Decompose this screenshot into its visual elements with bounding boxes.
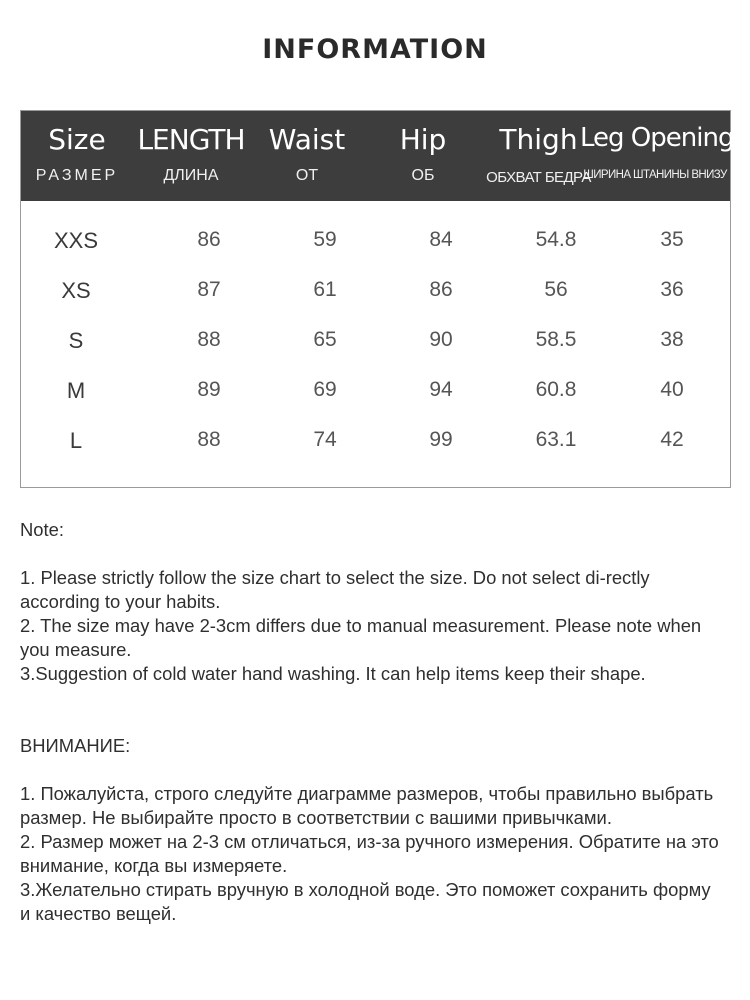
table-row [21,378,730,428]
cell-thigh: 58.5 [535,328,577,351]
cell-length: 86 [197,228,221,251]
page-title: INFORMATION [262,34,488,65]
cell-length: 89 [197,378,221,401]
cell-thigh: 60.8 [535,378,577,401]
cell-leg-opening: 36 [660,278,684,301]
cell-length: 88 [197,428,221,451]
cell-waist: 74 [313,428,337,451]
header-size [21,111,133,201]
cell-hip: 84 [429,228,453,251]
table-row [21,278,730,328]
note-item-ru-1: 1. Пожалуйста, строго следуйте диаграмме размеров, чтобы правильно выбрать размер. Не выбирайте просто в соответствии с вашими привычками. [20,783,714,828]
cell-size: XXS [53,228,99,253]
header-length-ru: ДЛИНА [163,167,219,184]
cell-waist: 69 [313,378,337,401]
cell-length: 87 [197,278,221,301]
cell-waist: 59 [313,228,337,251]
cell-hip: 90 [429,328,453,351]
cell-thigh: 56 [544,278,568,301]
cell-size: S [68,328,84,353]
header-hip [365,111,481,201]
note-item-ru-3: 3.Желательно стирать вручную в холодной воде. Это поможет сохранить форму и качество вещей. [20,879,711,924]
header-length-en: LENGTH [137,123,245,156]
cell-size: M [66,378,86,403]
notes-section [20,518,720,926]
header-size-ru: РАЗМЕР [35,167,119,184]
header-waist-ru: ОТ [295,167,319,184]
cell-leg-opening: 38 [660,328,684,351]
header-length [133,111,249,201]
header-hip-en: Hip [399,123,447,156]
note-item-en-2: 2. The size may have 2-3cm differs due to manual measurement. Please note when you measure. [20,615,702,660]
note-item-en-1: 1. Please strictly follow the size chart to select the size. Do not select di-rectly according to your habits. [20,567,650,612]
cell-leg-opening: 40 [660,378,684,401]
header-thigh-en: Thigh [499,123,578,156]
table-row [21,228,730,278]
size-chart-table [20,110,734,488]
header-leg-opening-en: Leg Opening [580,123,734,153]
header-leg-opening [580,111,734,201]
header-thigh-ru: ОБХВАТ БЕДРА [486,169,591,186]
table-row [21,328,730,378]
cell-leg-opening: 42 [660,428,684,451]
header-hip-ru: ОБ [411,167,435,184]
cell-size: L [69,428,83,453]
note-item-ru-2: 2. Размер может на 2-3 см отличаться, из-за ручного измерения. Обратите на это внимание, когда вы измеряете. [20,831,719,876]
cell-hip: 86 [429,278,453,301]
cell-thigh: 63.1 [535,428,577,451]
header-leg-opening-ru: ШИРИНА ШТАНИНЫ ВНИЗУ [583,169,727,181]
table-header [21,111,734,201]
note-item-en-3: 3.Suggestion of cold water hand washing. It can help items keep their shape. [20,663,646,684]
cell-waist: 65 [313,328,337,351]
header-waist-en: Waist [268,123,346,156]
cell-length: 88 [197,328,221,351]
header-thigh [481,111,596,201]
note-heading-ru: ВНИМАНИЕ: [20,735,131,756]
table-row [21,428,730,478]
cell-thigh: 54.8 [535,228,577,251]
cell-hip: 94 [429,378,453,401]
header-waist [249,111,365,201]
header-size-en: Size [48,123,106,156]
note-heading-en: Note: [20,519,64,540]
cell-hip: 99 [429,428,453,451]
cell-waist: 61 [313,278,337,301]
cell-leg-opening: 35 [660,228,684,251]
cell-size: XS [61,278,91,303]
